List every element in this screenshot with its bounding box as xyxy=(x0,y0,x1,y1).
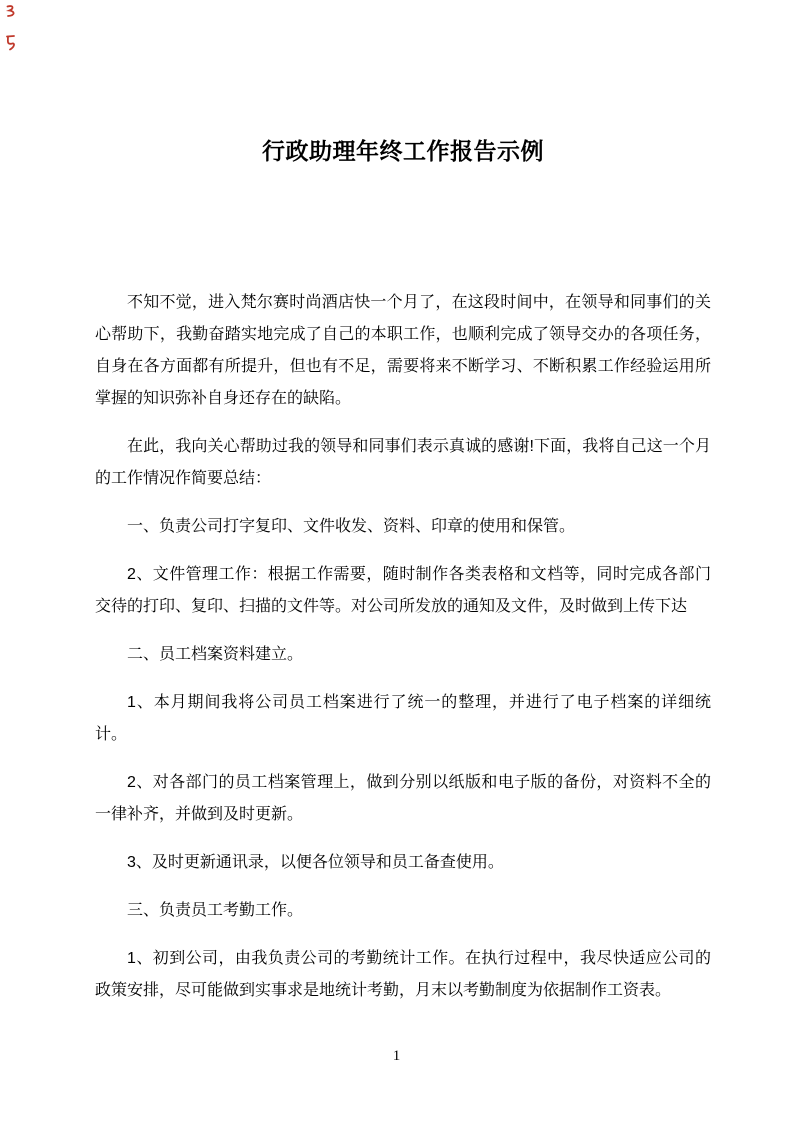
paragraph-section-2-item-3: 3、及时更新通讯录，以便各位领导和员工备查使用。 xyxy=(127,854,504,871)
paragraph-section-2-item-1: 1、本月期间我将公司员工档案进行了统一的整理，并进行了电子档案的详细统计。 xyxy=(95,694,711,743)
red-annotation-mark-icon xyxy=(4,34,17,52)
paragraph-section-3: 三、负责员工考勤工作。 xyxy=(127,902,304,919)
paragraph-section-2: 二、员工档案资料建立。 xyxy=(127,646,304,663)
page-number: 1 xyxy=(392,1048,401,1064)
paragraph-section-2-item-2: 2、对各部门的员工档案管理上，做到分别以纸版和电子版的备份，对资料不全的一律补齐，并做到及时更新。 xyxy=(95,774,711,823)
paragraph-section-1: 一、负责公司打字复印、文件收发、资料、印章的使用和保管。 xyxy=(127,518,576,535)
paragraph-section-3-item-1: 1、初到公司，由我负责公司的考勤统计工作。在执行过程中，我尽快适应公司的政策安排，尽可能做到实事求是地统计考勤，月末以考勤制度为依据制作工资表。 xyxy=(95,950,711,999)
paragraph-intro: 不知不觉，进入梵尔赛时尚酒店快一个月了，在这段时间中，在领导和同事们的关心帮助下，我勤奋踏实地完成了自己的本职工作，也顺利完成了领导交办的各项任务，自身在各方面都有所提升，但也有不足，需要将来不断学习、不断积累工作经验运用所掌握的知识弥补自身还存在的缺陷。 xyxy=(95,294,711,407)
document-body xyxy=(95,287,711,1007)
paragraph-thanks: 在此，我向关心帮助过我的领导和同事们表示真诚的感谢!下面，我将自己这一个月的工作情况作简要总结： xyxy=(95,438,711,487)
document-title: 行政助理年终工作报告示例 xyxy=(262,138,544,164)
paragraph-section-1-item-2: 2、文件管理工作：根据工作需要，随时制作各类表格和文档等，同时完成各部门交待的打印、复印、扫描的文件等。对公司所发放的通知及文件，及时做到上传下达 xyxy=(95,566,711,615)
red-annotation-mark-icon xyxy=(5,4,17,18)
